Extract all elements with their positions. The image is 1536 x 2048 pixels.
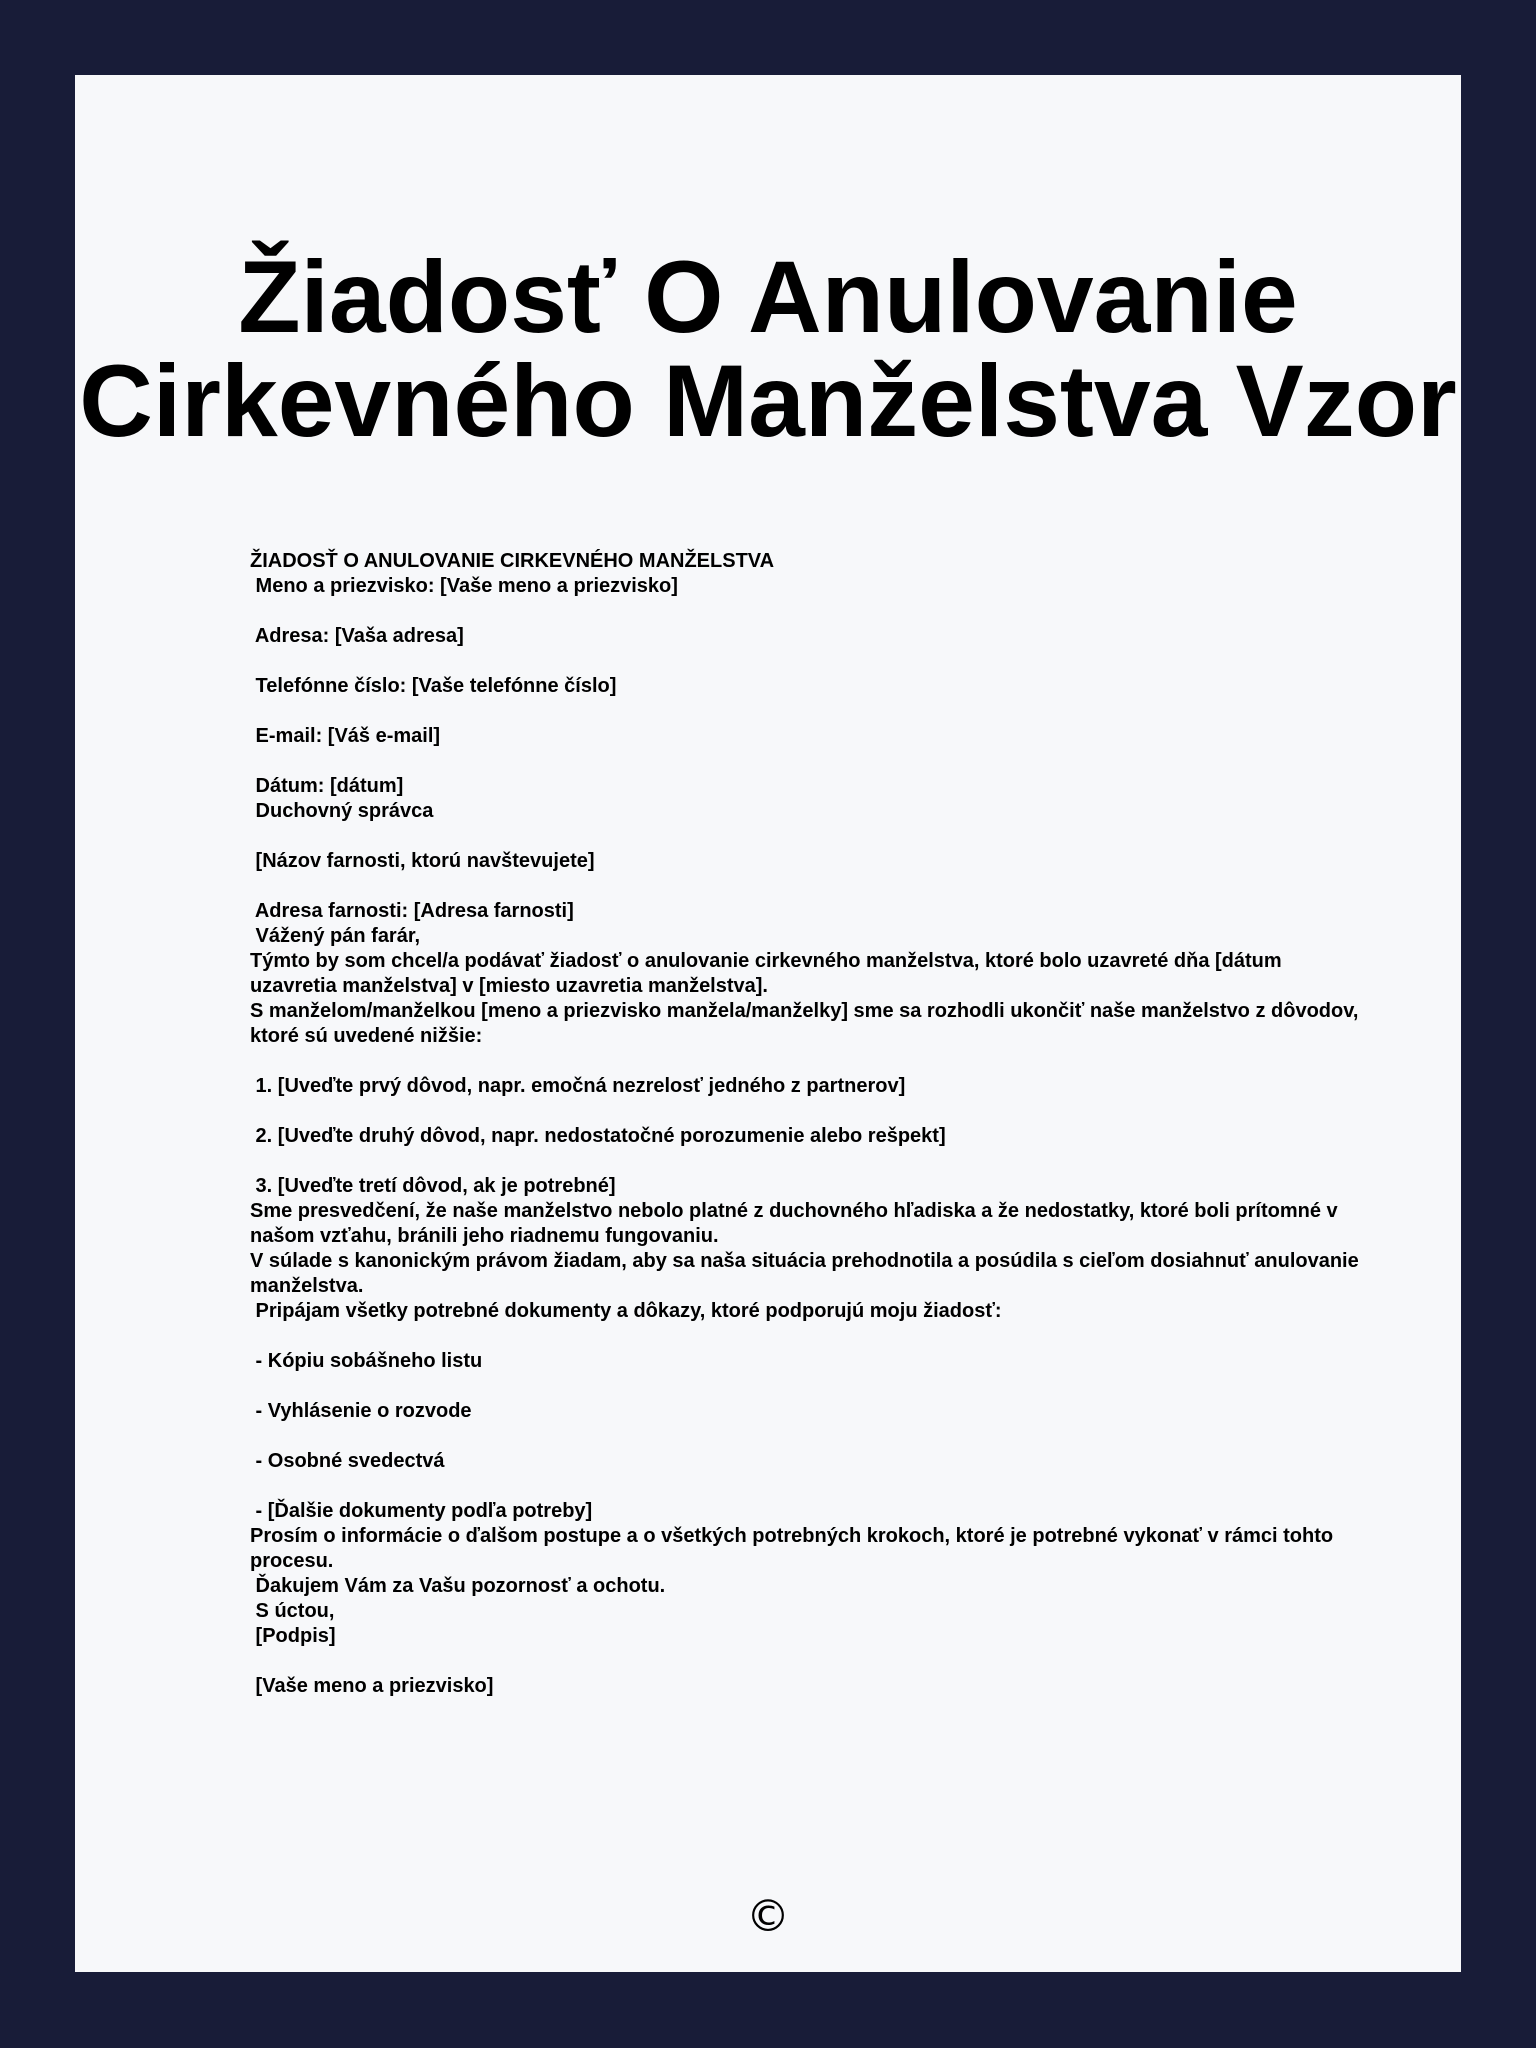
copyright-icon: © xyxy=(746,1891,790,1942)
attachment-item: - Vyhlásenie o rozvode xyxy=(250,1400,472,1422)
spacer xyxy=(250,599,1360,624)
spacer xyxy=(250,699,1360,724)
signer-name: [Vaše meno a priezvisko] xyxy=(250,1675,494,1697)
page-title-line-1: Žiadosť O Anulovanie xyxy=(238,240,1298,354)
spacer xyxy=(250,1374,1360,1399)
spacer xyxy=(250,1149,1360,1174)
reason-item: 2. [Uveďte druhý dôvod, napr. nedostatočné porozumenie alebo rešpekt] xyxy=(250,1125,946,1147)
paragraph-conviction: Sme presvedčení, že naše manželstvo nebolo platné z duchovného hľadiska a že nedostatky, ktoré boli prítomné v našom vzťahu, bránili jeho riadnemu fungovaniu. xyxy=(250,1200,1338,1247)
page-title xyxy=(75,240,1461,458)
paragraph-next-steps: Prosím o informácie o ďalšom postupe a o všetkých potrebných krokoch, ktoré je potrebné vykonať v rámci tohto procesu. xyxy=(250,1525,1334,1572)
sender-address: Adresa: [Vaša adresa] xyxy=(250,625,464,647)
attachments-intro: Pripájam všetky potrebné dokumenty a dôkazy, ktoré podporujú moju žiadosť: xyxy=(250,1300,1002,1322)
salutation: Vážený pán farár, xyxy=(250,925,421,947)
parish-address: Adresa farnosti: [Adresa farnosti] xyxy=(250,900,574,922)
signature-placeholder: [Podpis] xyxy=(250,1625,336,1647)
letter-body xyxy=(250,549,1360,1699)
attachment-item: - Kópiu sobášneho listu xyxy=(250,1350,483,1372)
document-page xyxy=(75,75,1461,1972)
spacer xyxy=(250,1324,1360,1349)
spacer xyxy=(250,1099,1360,1124)
spacer xyxy=(250,1049,1360,1074)
thanks-line: Ďakujem Vám za Vašu pozornosť a ochotu. xyxy=(250,1575,666,1597)
paragraph-reasons-intro: S manželom/manželkou [meno a priezvisko manžela/manželky] sme sa rozhodli ukončiť naše manželstvo z dôvodov, ktoré sú uvedené nižšie: xyxy=(250,1000,1359,1047)
sender-name: Meno a priezvisko: [Vaše meno a priezvisko] xyxy=(250,575,678,597)
letter-date: Dátum: [dátum] xyxy=(250,775,404,797)
spacer xyxy=(250,1649,1360,1674)
spacer xyxy=(250,874,1360,899)
parish-name: [Názov farnosti, ktorú navštevujete] xyxy=(250,850,595,872)
spacer xyxy=(250,649,1360,674)
reason-item: 3. [Uveďte tretí dôvod, ak je potrebné] xyxy=(250,1175,616,1197)
spacer xyxy=(250,824,1360,849)
letter-heading: ŽIADOSŤ O ANULOVANIE CIRKEVNÉHO MANŽELSTVA xyxy=(250,550,775,572)
attachment-item: - [Ďalšie dokumenty podľa potreby] xyxy=(250,1500,593,1522)
paragraph-request: Týmto by som chcel/a podávať žiadosť o anulovanie cirkevného manželstva, ktoré bolo uzavreté dňa [dátum uzavretia manželstva] v [miesto uzavretia manželstva]. xyxy=(250,950,1282,997)
spacer xyxy=(250,749,1360,774)
sender-phone: Telefónne číslo: [Vaše telefónne číslo] xyxy=(250,675,617,697)
reason-item: 1. [Uveďte prvý dôvod, napr. emočná nezrelosť jedného z partnerov] xyxy=(250,1075,906,1097)
sender-email: E-mail: [Váš e-mail] xyxy=(250,725,441,747)
page-title-line-2: Cirkevného Manželstva Vzor xyxy=(79,344,1457,458)
spacer xyxy=(250,1424,1360,1449)
paragraph-canon-law: V súlade s kanonickým právom žiadam, aby sa naša situácia prehodnotila a posúdila s cieľom dosiahnuť anulovanie manželstva. xyxy=(250,1250,1359,1297)
closing-line: S úctou, xyxy=(250,1600,335,1622)
attachment-item: - Osobné svedectvá xyxy=(250,1450,445,1472)
spacer xyxy=(250,1474,1360,1499)
recipient-title: Duchovný správca xyxy=(250,800,434,822)
